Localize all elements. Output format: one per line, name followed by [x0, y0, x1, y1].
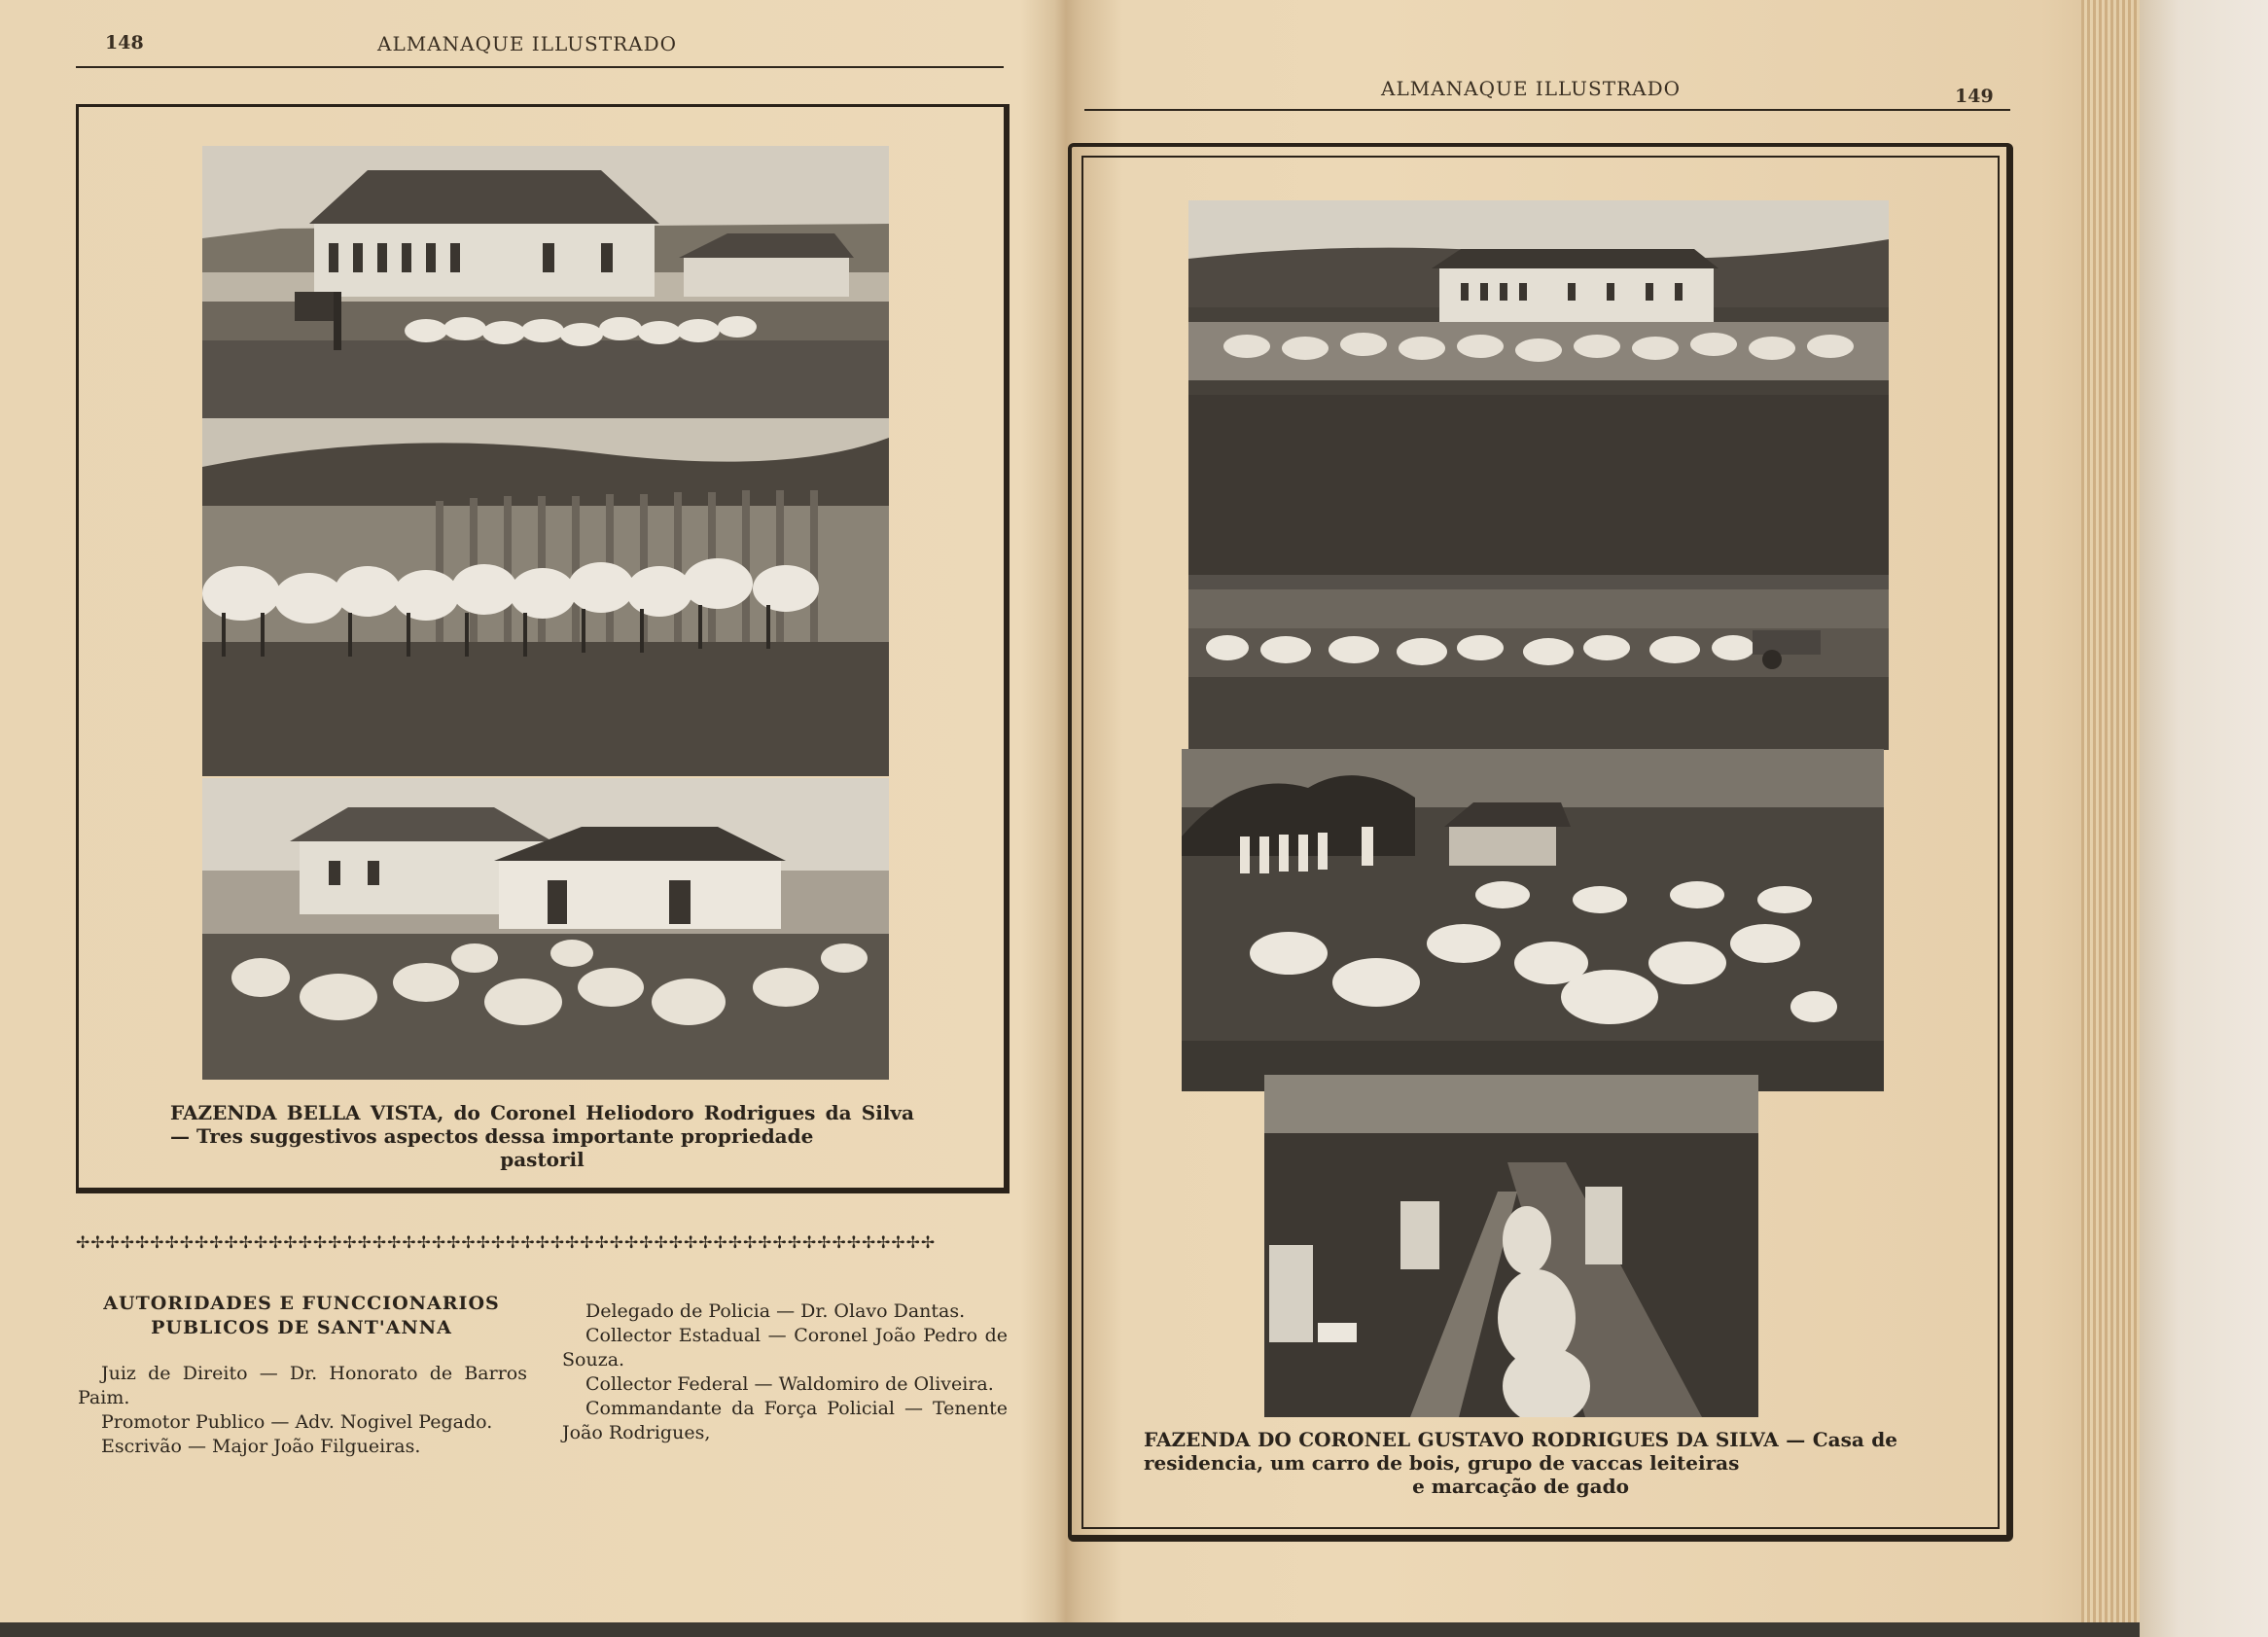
right-caption-title: FAZENDA DO CORONEL GUSTAVO RODRIGUES DA SILVA	[1144, 1428, 1779, 1451]
right-plate-caption	[1144, 1428, 1897, 1498]
authorities-heading	[76, 1292, 527, 1340]
photo-residence	[1188, 200, 1889, 589]
left-header-rule	[76, 66, 1004, 68]
left-plate-caption	[170, 1101, 914, 1171]
right-page-number: 149	[1955, 86, 1994, 107]
background-strip	[0, 1622, 2140, 1637]
next-leaf	[2140, 0, 2268, 1637]
authority-entry: Juiz de Direito — Dr. Honorato de Barros Paim.	[78, 1363, 527, 1408]
left-caption-title: FAZENDA BELLA VISTA,	[170, 1101, 444, 1124]
authorities-column-1	[78, 1362, 527, 1459]
photo-bella-vista-herd	[202, 418, 889, 776]
photo-bella-vista-house	[202, 146, 889, 421]
authority-entry: Collector Federal — Waldomiro de Oliveira.	[585, 1373, 994, 1395]
right-caption-text: — Casa de residencia, um carro de bois, grupo de vaccas leiteiras	[1144, 1428, 1897, 1475]
authority-entry: Delegado de Policia — Dr. Olavo Dantas.	[585, 1300, 966, 1322]
left-caption-last-line: pastoril	[500, 1148, 585, 1171]
left-page-number: 148	[105, 32, 144, 53]
left-running-head: ALMANAQUE ILLUSTRADO	[377, 32, 677, 55]
authorities-column-2	[562, 1299, 1008, 1445]
left-caption-text: do Coronel Heliodoro Rodrigues da Silva — Tres suggestivos aspectos dessa importante propriedade	[170, 1101, 915, 1148]
right-running-head: ALMANAQUE ILLUSTRADO	[1381, 77, 1681, 100]
photo-bella-vista-corral	[202, 778, 889, 1080]
authority-entry: Promotor Publico — Adv. Nogivel Pegado.	[101, 1411, 493, 1433]
photo-cattle-branding	[1264, 1075, 1758, 1417]
right-caption-last-line: e marcação de gado	[1412, 1475, 1629, 1498]
authority-entry: Escrivão — Major João Filgueiras.	[101, 1436, 421, 1457]
authority-entry: Collector Estadual — Coronel João Pedro de Souza.	[562, 1325, 1008, 1370]
authorities-heading-line1: AUTORIDADES E FUNCCIONARIOS	[103, 1293, 500, 1314]
photo-ox-cart	[1188, 589, 1889, 750]
right-header-rule	[1084, 109, 2010, 111]
page-edges	[2081, 0, 2140, 1637]
photo-dairy-cows	[1182, 749, 1884, 1091]
authority-entry: Commandante da Força Policial — Tenente João Rodrigues,	[562, 1398, 1008, 1443]
ornamental-divider: ✢✢✢✢✢✢✢✢✢✢✢✢✢✢✢✢✢✢✢✢✢✢✢✢✢✢✢✢✢✢✢✢✢✢✢✢✢✢✢✢✢✢✢✢✢✢✢✢✢✢✢✢✢✢✢✢✢✢	[76, 1233, 937, 1253]
authorities-heading-line2: PUBLICOS DE SANT'ANNA	[151, 1317, 452, 1338]
